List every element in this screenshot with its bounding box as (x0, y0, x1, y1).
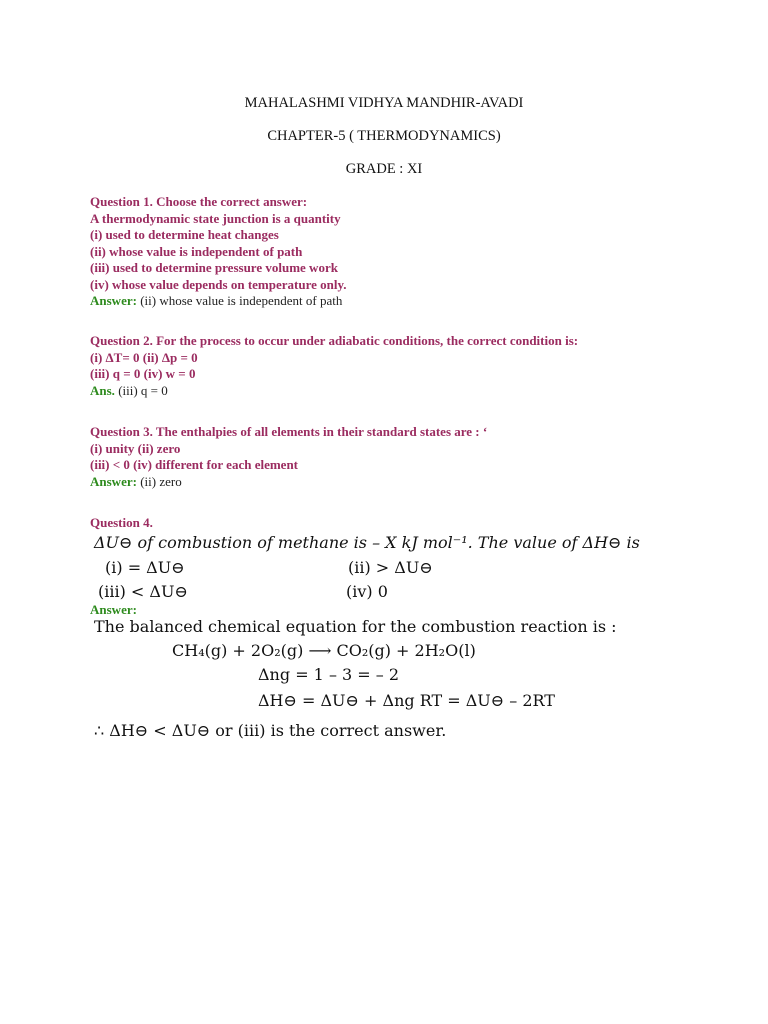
q2-answer-text: (iii) q = 0 (114, 382, 168, 398)
question-3 (90, 424, 750, 490)
q2-options-line-2: (iii) q = 0 (iv) w = 0 (90, 366, 196, 381)
q4-conclusion: ∴ ΔH⊖ < ΔU⊖ or (iii) is the correct answer. (94, 721, 447, 740)
q2-options-line-1: (i) ΔT= 0 (ii) Δp = 0 (90, 349, 198, 365)
q4-delta-h: ΔH⊖ = ΔU⊖ + Δng RT = ΔU⊖ – 2RT (258, 691, 555, 710)
q3-options-line-2: (iii) < 0 (iv) different for each element (90, 457, 298, 472)
q1-stem: A thermodynamic state junction is a quantity (90, 210, 341, 226)
q4-stem: ΔU⊖ of combustion of methane is – X kJ mol⁻¹. The value of ΔH⊖ is (94, 533, 640, 552)
q1-option-2: (ii) whose value is independent of path (90, 243, 303, 259)
question-2 (90, 333, 750, 399)
q1-option-3: (iii) used to determine pressure volume work (90, 260, 338, 275)
q1-title: Question 1. Choose the correct answer: (90, 194, 308, 209)
q3-title: Question 3. The enthalpies of all elements in their standard states are : ‘ (90, 424, 488, 439)
question-4-heading (90, 515, 750, 532)
q2-title: Question 2. For the process to occur under adiabatic conditions, the correct condition is: (90, 333, 579, 348)
q1-answer-text: (ii) whose value is independent of path (136, 293, 343, 308)
q1-option-4: (iv) whose value depends on temperature only. (90, 276, 347, 292)
q4-option-4: (iv) 0 (346, 582, 388, 601)
q4-option-3: (iii) < ΔU⊖ (98, 582, 188, 601)
question-1 (90, 194, 750, 310)
q3-answer-text: (ii) zero (136, 473, 182, 489)
q1-answer-label: Answer: (90, 293, 137, 308)
q4-answer-label: Answer: (90, 602, 137, 617)
q1-answer (90, 293, 750, 310)
q3-answer-label: Answer: (90, 473, 137, 489)
q3-options-line-1: (i) unity (ii) zero (90, 440, 181, 456)
q1-option-1: (i) used to determine heat changes (90, 227, 279, 242)
q4-title: Question 4. (90, 515, 153, 530)
q4-delta-ng: Δng = 1 – 3 = – 2 (258, 665, 400, 684)
q4-solution-intro: The balanced chemical equation for the combustion reaction is : (94, 617, 617, 636)
q4-balanced-equation: CH₄(g) + 2O₂(g) ⟶ CO₂(g) + 2H₂O(l) (172, 641, 476, 660)
q4-option-2: (ii) > ΔU⊖ (348, 558, 433, 577)
q3-answer (90, 474, 750, 491)
q2-answer-label: Ans. (90, 382, 115, 398)
q2-answer (90, 383, 750, 400)
school-name: MAHALASHMI VIDHYA MANDHIR-AVADI (244, 95, 524, 111)
grade-label: GRADE : XI (345, 161, 423, 177)
q4-option-1: (i) = ΔU⊖ (105, 558, 185, 577)
chapter-title: CHAPTER-5 ( THERMODYNAMICS) (267, 128, 501, 144)
